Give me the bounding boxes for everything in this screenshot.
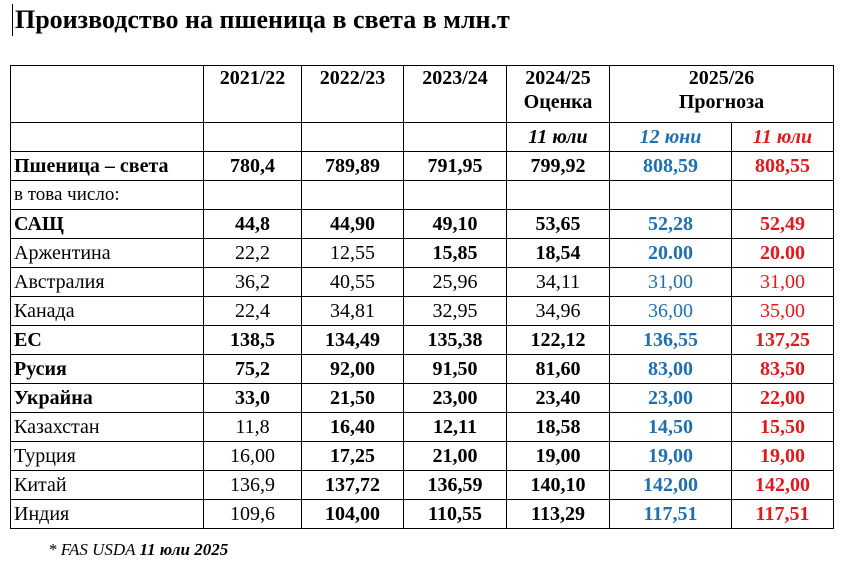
wheat-production-table <box>10 65 834 529</box>
header-row-dates <box>11 123 834 152</box>
header-date-5b: 11 юли <box>732 123 834 152</box>
header-year-4-label: 2024/25 <box>525 67 591 89</box>
world-label: Пшеница – света <box>11 152 204 181</box>
header-year-4-sub: Оценка <box>523 91 593 113</box>
world-row: Пшеница – света 780,4 789,89 791,95 799,92 808,59 808,55 <box>11 152 834 181</box>
header-year-3: 2023/24 <box>404 66 507 123</box>
table-row: Австралия 36,2 40,55 25,96 34,11 31,00 31,00 <box>11 268 834 297</box>
table-row: Русия 75,2 92,00 91,50 81,60 83,00 83,50 <box>11 355 834 384</box>
table-row: Индия 109,6 104,00 110,55 113,29 117,51 117,51 <box>11 500 834 529</box>
header-row-years <box>11 66 834 123</box>
header-year-5-sub: Прогноза <box>678 91 765 113</box>
table-row: САЩ 44,8 44,90 49,10 53,65 52,28 52,49 <box>11 210 834 239</box>
header-year-5 <box>610 66 834 123</box>
header-date-5a: 12 юни <box>610 123 732 152</box>
incl-row <box>11 181 834 210</box>
header-year-4 <box>507 66 610 123</box>
incl-label: в това число: <box>11 181 204 210</box>
footnote-date: 11 юли 2025 <box>139 540 229 559</box>
page-title: Производство на пшеница в света в млн.т <box>12 4 510 36</box>
table-row: Украйна 33,0 21,50 23,00 23,40 23,00 22,00 <box>11 384 834 413</box>
table-row: Казахстан 11,8 16,40 12,11 18,58 14,50 15,50 <box>11 413 834 442</box>
table-row: Турция 16,00 17,25 21,00 19,00 19,00 19,00 <box>11 442 834 471</box>
footnote <box>48 540 228 560</box>
table-row: ЕС 138,5 134,49 135,38 122,12 136,55 137,25 <box>11 326 834 355</box>
header-year-5-label: 2025/26 <box>688 67 755 89</box>
footnote-source: * FAS USDA <box>48 540 136 559</box>
table-row: Аржентина 22,2 12,55 15,85 18,54 20.00 20.00 <box>11 239 834 268</box>
table-row: Канада 22,4 34,81 32,95 34,96 36,00 35,00 <box>11 297 834 326</box>
header-empty <box>11 66 204 123</box>
table-row: Китай 136,9 137,72 136,59 140,10 142,00 142,00 <box>11 471 834 500</box>
header-date-4: 11 юли <box>507 123 610 152</box>
header-year-2: 2022/23 <box>302 66 404 123</box>
header-year-1: 2021/22 <box>204 66 302 123</box>
